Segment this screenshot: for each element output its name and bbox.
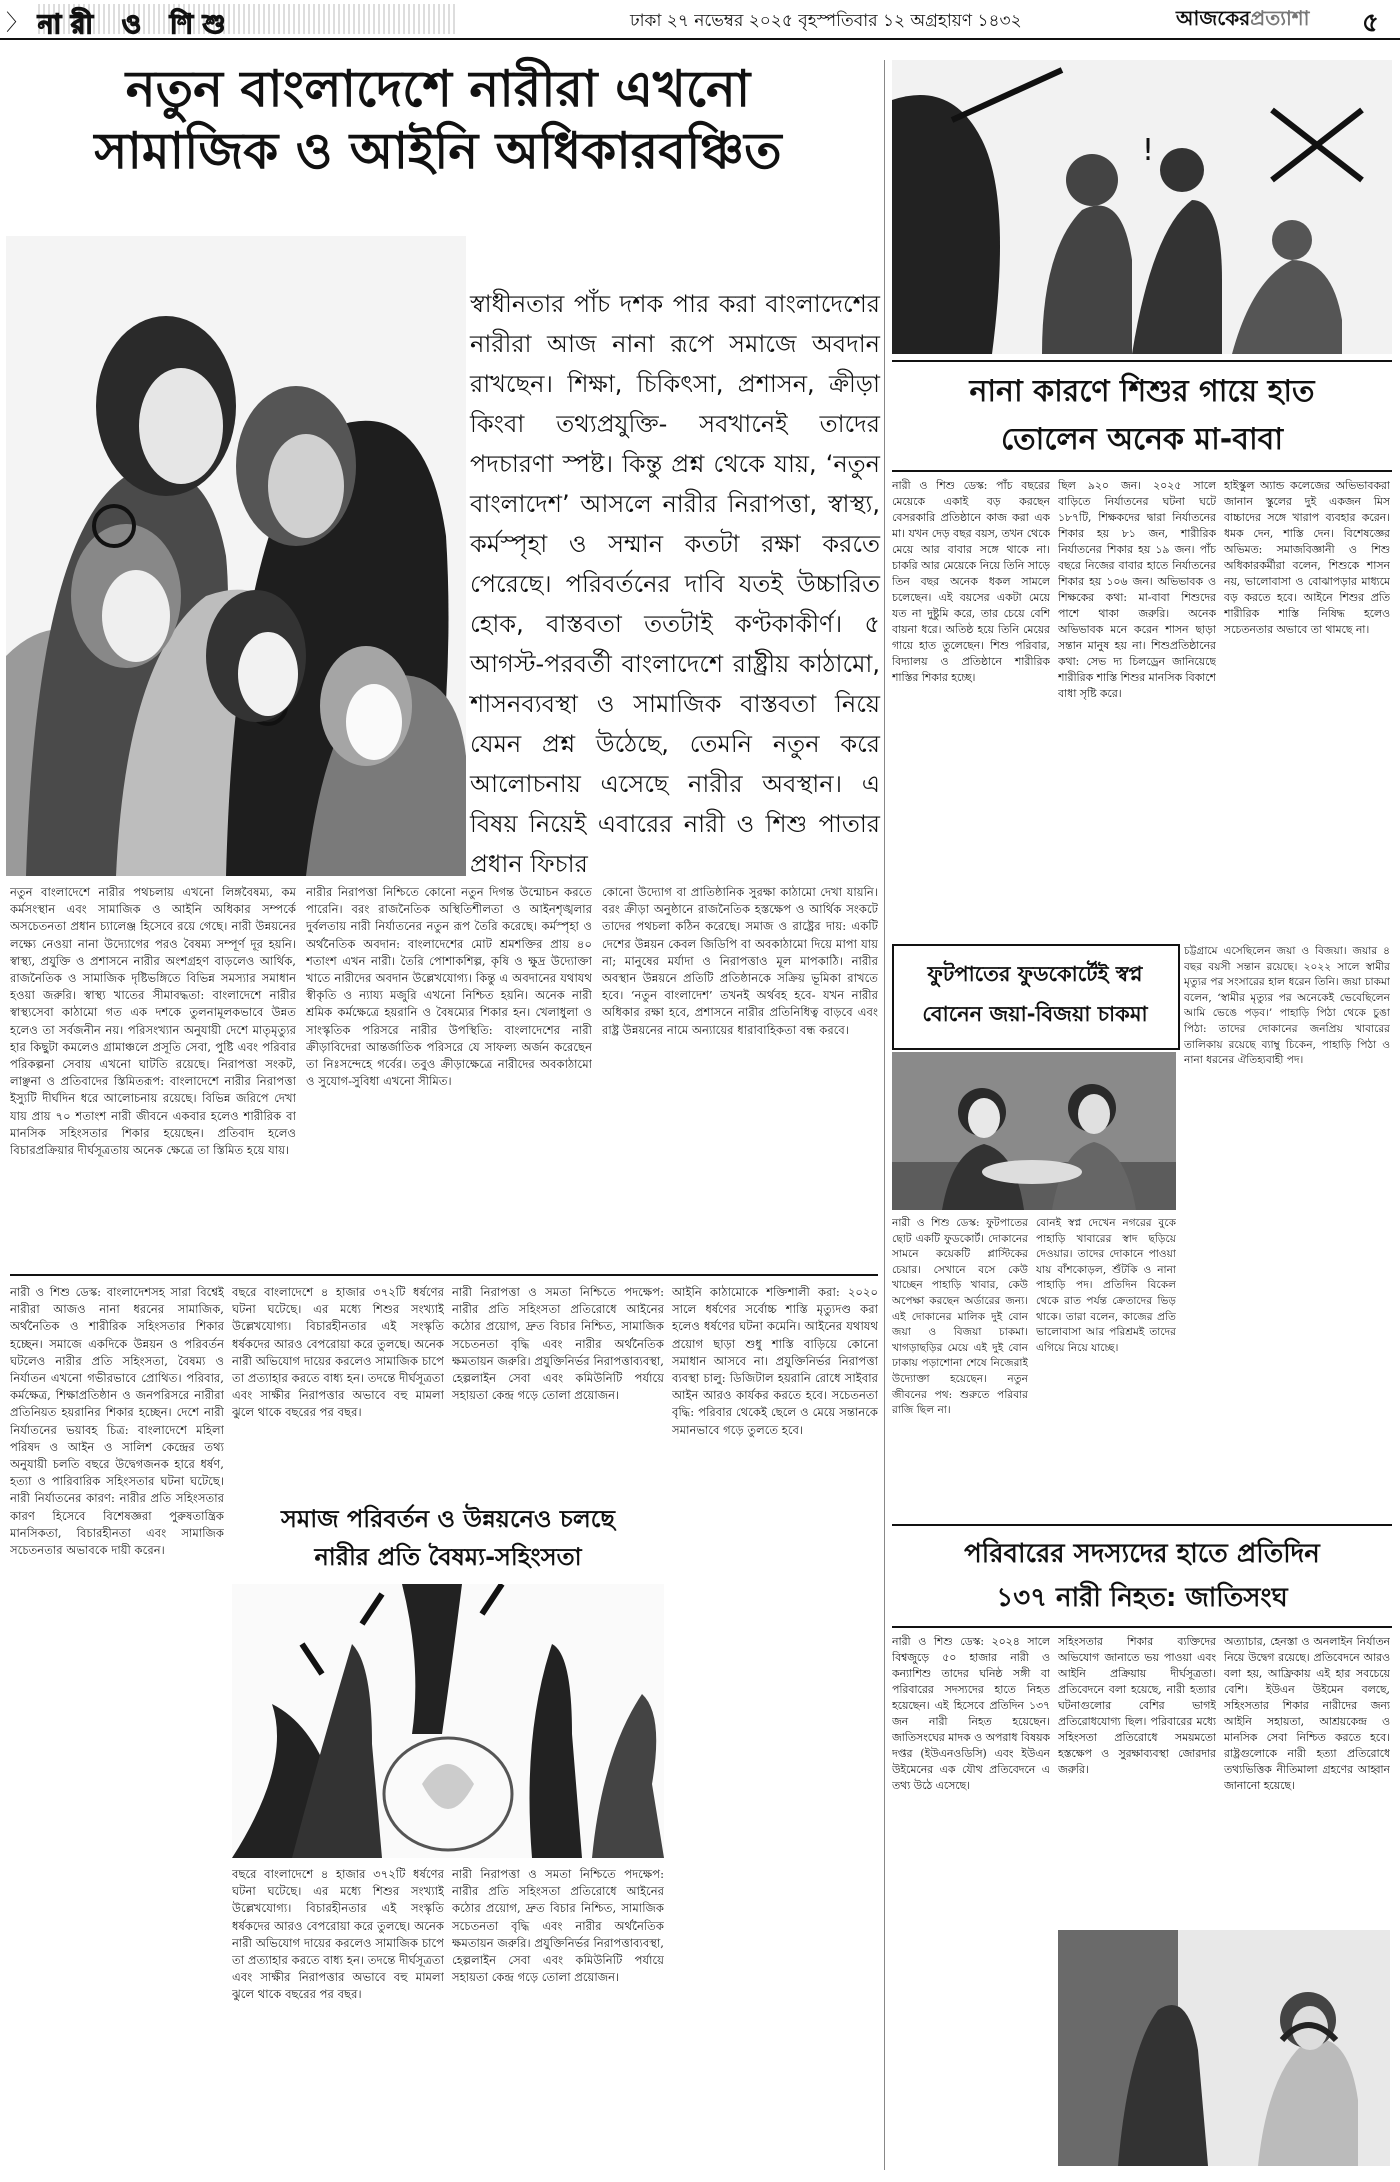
un-body-col2: সহিংসতার শিকার ব্যক্তিদের অভিযোগ জানাতে ভয় পাওয়া এবং আইনি প্রক্রিয়ায় দীর্ঘসূত্রতা। প্রতিবেদনে বলা হয়েছে, নারী হত্যার ঘটনাগুলোর বেশির ভাগই প্রতিরোধযোগ্য ছিল। পরিবারের মধ্যে সহিংসতা প্রতিরোধে সময়মতো হস্তক্ষেপ ও সুরক্ষাব্যবস্থা জোরদার জরুরি। <box>1058 1635 1216 1776</box>
lower-body-col3b: নারী নিরাপত্তা ও সমতা নিশ্চিতে পদক্ষেপ: নারীর প্রতি সহিংসতা প্রতিরোধে আইনের কঠোর প্রয়োগ, দ্রুত বিচার নিশ্চিত, সামাজিক সচেতনতা বৃদ্ধি এবং নারীর অর্থনৈতিক ক্ষমতায়ন জরুরি। প্রযুক্তিনির্ভর নিরাপত্তাব্যবস্থা, হেল্পলাইন সেবা এবং কমিউনিটি পর্যায়ে সহায়তা কেন্দ্র গড়ে তোলা প্রয়োজন। <box>452 1867 664 1985</box>
food-photo <box>892 1052 1176 1210</box>
hands-illustration <box>232 1584 664 1858</box>
child-body-col2: ছিল ৯২০ জন। ২০২৫ সালে বাড়িতে নির্যাতনের ঘটনা ঘটে ১৮৭টি, শিক্ষকদের দ্বারা নির্যাতনের শিকার হয় ৮১ জন, শারীরিক নির্যাতনের শিকার হয় ১৯ জন। পাঁচ বছরে নিজের বাবার হাতে নির্যাতনের শিকার হয় ১০৬ জন। অভিভাবক ও শিক্ষকের কথা: মা-বাবা শিশুদের পাশে থাকা জরুরি। অনেক অভিভাবক মনে করেন শাসন ছাড়া সন্তান মানুষ হয় না। শিশুপ্রতিষ্ঠানের কথা: সেভ দ্য চিলড্রেন জানিয়েছে শারীরিক শাস্তি শিশুর মানসিক বিকাশে বাধা সৃষ্টি করে। <box>1058 479 1216 700</box>
un-headline-line1: পরিবারের সদস্যদের হাতে প্রতিদিন <box>964 1539 1320 1569</box>
food-body-col1: নারী ও শিশু ডেস্ক: ফুটপাতের ছোট একটি ফুডকোর্ট। দোকানের সামনে কয়েকটি প্লাস্টিকের চেয়ার। সেখানে বসে কেউ খাচ্ছেন পাহাড়ি খাবার, কেউ অপেক্ষা করছেন অর্ডারের জন্য। এই দোকানের মালিক দুই বোন জয়া ও বিজয়া চাকমা। খাগড়াছড়ির মেয়ে এই দুই বোন ঢাকায় পড়াশোনা শেষে নিজেরাই উদ্যোক্তা হয়েছেন। নতুন জীবনের পথ: শুরুতে পরিবার রাজি ছিল না। <box>892 1217 1028 1417</box>
divider <box>10 1274 878 1276</box>
divider <box>892 1524 1392 1526</box>
divider <box>892 470 1392 472</box>
main-headline-line1: নতুন বাংলাদেশে নারীরা এখনো <box>125 60 751 118</box>
main-headline-line2: সামাজিক ও আইনি অধিকারবঞ্চিত <box>94 122 782 180</box>
child-body-col3: হাইস্কুল অ্যান্ড কলেজের অভিভাবকরা জানান স্কুলের দুই একজন মিস বাচ্চাদের সঙ্গে খারাপ ব্যবহার করেন। ধমক দেন, শাস্তি দেন। বিশেষজ্ঞের অভিমত: সমাজবিজ্ঞানী ও শিশু অধিকারকর্মীরা বলেন, শিশুকে শাসন নয়, ভালোবাসা ও বোঝাপড়ার মাধ্যমে বড় করতে হবে। আইনে শিশুর প্রতি শারীরিক শাস্তি নিষিদ্ধ হলেও সচেতনতার অভাবে তা থামছে না। <box>1224 479 1390 636</box>
main-intro: স্বাধীনতার পাঁচ দশক পার করা বাংলাদেশের নারীরা আজ নানা রূপে সমাজে অবদান রাখছেন। শিক্ষা, চিকিৎসা, প্রশাসন, ক্রীড়া কিংবা তথ্যপ্রযুক্তি- সবখানেই তাদের পদচারণা স্পষ্ট। কিন্তু প্রশ্ন থেকে যায়, ‘নতুন বাংলাদেশ’ আসলে নারীর নিরাপত্তা, স্বাস্থ্য, কর্মস্পৃহা ও সম্মান কতটা রক্ষা করতে পেরেছে। পরিবর্তনের দাবি যতই উচ্চারিত হোক, বাস্তবতা ততটাই কণ্টকাকীর্ণ। ৫ আগস্ট-পরবর্তী বাংলাদেশে রাষ্ট্রীয় কাঠামো, শাসনব্যবস্থা ও সামাজিক বাস্তবতা নিয়ে যেমন প্রশ্ন উঠেছে, তেমনি নতুন করে আলোচনায় এসেছে নারীর অবস্থান। এ বিষয় নিয়েই এবারের নারী ও শিশু পাতার প্রধান ফিচার <box>470 290 880 878</box>
divider <box>892 360 1392 362</box>
svg-text:!: ! <box>1142 133 1155 168</box>
un-headline-line2: ১৩৭ নারী নিহত: জাতিসংঘ <box>996 1583 1288 1613</box>
lower-body-col2b: বছরে বাংলাদেশে ৪ হাজার ৩৭২টি ধর্ষণের ঘটনা ঘটেছে। এর মধ্যে শিশুর সংখ্যাই উল্লেখযোগ্য। বিচারহীনতার এই সংস্কৃতি ধর্ষকদের আরও বেপরোয়া করে তুলছে। অনেক নারী অভিযোগ দায়ের করলেও সামাজিক চাপে তা প্রত্যাহার করতে বাধ্য হন। তদন্তে দীর্ঘসূত্রতা এবং সাক্ষীর নিরাপত্তার অভাবে বহু মামলা ঝুলে থাকে বছরের পর বছর। <box>232 1867 444 2002</box>
main-body-col2: নারীর নিরাপত্তা নিশ্চিতে কোনো নতুন দিগন্ত উন্মোচন করতে পারেনি। বরং রাজনৈতিক অস্থিতিশীলতা ও আইনশৃঙ্খলার দুর্বলতায় নারী নির্যাতনের নতুন রূপ তৈরি করেছে। কর্মস্পৃহা ও অর্থনৈতিক অবদান: বাংলাদেশের মোট শ্রমশক্তির প্রায় ৪০ শতাংশ এখন নারী। তৈরি পোশাকশিল্প, কৃষি ও ক্ষুদ্র উদ্যোক্তা খাতে নারীদের অবদান উল্লেখযোগ্য। কিন্তু এ অবদানের যথাযথ স্বীকৃতি ও ন্যায্য মজুরি এখনো নিশ্চিত হয়নি। অনেক নারী শ্রমিক কর্মক্ষেত্রে হয়রানি ও বৈষম্যের শিকার হন। খেলাধুলা ও সাংস্কৃতিক পরিসরে নারীর উপস্থিতি: বাংলাদেশের নারী ক্রীড়াবিদেরা আন্তর্জাতিক পরিসরে যে সাফল্য অর্জন করেছেন তা নিঃসন্দেহে গর্বের। তবুও ক্রীড়াক্ষেত্রে নারীদের অবকাঠামো ও সুযোগ-সুবিধা এখনো সীমিত। <box>306 885 592 1089</box>
food-headline-line1: ফুটপাতের ফুডকোর্টেই স্বপ্ন <box>927 962 1143 986</box>
sub-headline <box>232 1500 664 1576</box>
main-body-col1: নতুন বাংলাদেশে নারীর পথচলায় এখনো লিঙ্গবৈষম্য, কম কর্মসংস্থান এবং সামাজিক ও আইনি অধিকার সম্পর্কে অসচেতনতা প্রধান চ্যালেঞ্জ হিসেবে রয়ে গেছে। নারী উন্নয়নের লক্ষ্যে নেওয়া নানা উদ্যোগের পরও বৈষম্য সম্পূর্ণ দূর হয়নি। স্বাস্থ্য, প্রযুক্তি ও প্রশাসনে নারীর অংশগ্রহণ বাড়লেও আর্থিক, রাজনৈতিক ও সামাজিক দৃষ্টিভঙ্গিতে বিভিন্ন সমস্যার সমাধান হওয়া জরুরি। স্বাস্থ্য খাতের সীমাবদ্ধতা: বাংলাদেশে নারীর স্বাস্থ্যসেবা কাঠামো গত এক দশকে তুলনামূলকভাবে উন্নত হলেও তা সর্বজনীন নয়। পরিসংখ্যান অনুযায়ী দেশে মাতৃমৃত্যুর হার কিছুটা কমলেও গ্রামাঞ্চলে প্রসূতি সেবা, পুষ্টি এবং পরিবার পরিকল্পনা সেবায় এখনো ঘাটতি রয়েছে। নিরাপত্তা সংকট, লাঞ্ছনা ও প্রতিবাদের স্তিমিতরূপ: বাংলাদেশে নারীর নিরাপত্তা ইস্যুটি দীর্ঘদিন ধরে আলোচনায় রয়েছে। বিভিন্ন জরিপে দেখা যায় প্রায় ৭০ শতাংশ নারী জীবনে একবার হলেও শারীরিক বা মানসিক সহিংসতার শিকার হয়েছেন। প্রতিবাদ হলেও বিচারপ্রক্রিয়ার দীর্ঘসূত্রতায় অনেক ক্ষেত্রে তা স্তিমিত হয়ে যায়। <box>10 885 296 1158</box>
lower-body-col4: আইনি কাঠামোকে শক্তিশালী করা: ২০২০ সালে ধর্ষণের সর্বোচ্চ শাস্তি মৃত্যুদণ্ড করা হলেও ধর্ষণের ঘটনা কমেনি। আইনের যথাযথ প্রয়োগ ছাড়া শুধু শাস্তি বাড়িয়ে কোনো সমাধান আসবে না। প্রযুক্তিনির্ভর নিরাপত্তা ব্যবস্থা চালু: ডিজিটাল হয়রানি রোধে সাইবার আইন আরও কার্যকর করতে হবে। সচেতনতা বৃদ্ধি: পরিবার থেকেই ছেলে ও মেয়ে সন্তানকে সমানভাবে গড়ে তুলতে হবে। <box>672 1285 878 1437</box>
child-headline-line1: নানা কারণে শিশুর গায়ে হাত <box>969 374 1315 409</box>
un-body-col1: নারী ও শিশু ডেস্ক: ২০২৪ সালে বিশ্বজুড়ে ৫০ হাজার নারী ও কন্যাশিশু তাদের ঘনিষ্ঠ সঙ্গী বা পরিবারের সদস্যদের হাতে নিহত হয়েছেন। এই হিসেবে প্রতিদিন ১৩৭ জন নারী নিহত হয়েছেন। জাতিসংঘের মাদক ও অপরাধ বিষয়ক দপ্তর (ইউএনওডিসি) এবং ইউএন উইমেনের এক যৌথ প্রতিবেদনে এ তথ্য উঠে এসেছে। <box>892 1635 1050 1792</box>
main-headline <box>8 58 868 182</box>
main-body-col3: কোনো উদ্যোগ বা প্রাতিষ্ঠানিক সুরক্ষা কাঠামো দেখা যায়নি। বরং ক্রীড়া অনুষ্ঠানে রাজনৈতিক হস্তক্ষেপ ও আর্থিক সংকটে তাদের পথচলা কঠিন করেছে। সমাজ ও রাষ্ট্রের দায়: একটি দেশের উন্নয়ন কেবল জিডিপি বা অবকাঠামো দিয়ে মাপা যায় না; মানুষের মর্যাদা ও নিরাপত্তাও মূল মাপকাঠি। নারীর অবস্থান উন্নয়নে প্রতিটি প্রতিষ্ঠানকে সক্রিয় ভূমিকা রাখতে হবে। ‘নতুন বাংলাদেশ’ তখনই অর্থবহ হবে- যখন নারীর অধিকার রক্ষা হবে, প্রশাসনে নারীর প্রতিনিধিত্ব বাড়বে এবং রাষ্ট্র উন্নয়নের নামে অন্যায়ের ধারাবাহিকতা বন্ধ করবে। <box>602 885 878 1037</box>
food-body-col3: চট্টগ্রামে এসেছিলেন জয়া ও বিজয়া। জয়ার ৪ বছর বয়সী সন্তান রয়েছে। ২০২২ সালে স্বামীর মৃত্যুর পর সংসারের হাল ধরেন তিনি। জয়া চাকমা বলেন, ‘স্বামীর মৃত্যুর পর অনেকেই ভেবেছিলেন আমি ভেঙে পড়ব।’ পাহাড়ি পিঠা থেকে চুঙা পিঠা: তাদের দোকানের জনপ্রিয় খাবারের তালিকায় রয়েছে ব্যাম্বু চিকেন, পাহাড়ি পিঠা ও নানা ধরনের ঐতিহ্যবাহী পদ। <box>1184 945 1390 1067</box>
food-headline <box>896 954 1174 1034</box>
food-headline-line2: বোনেন জয়া-বিজয়া চাকমা <box>922 1002 1148 1026</box>
dateline: ঢাকা ২৭ নভেম্বর ২০২৫ বৃহস্পতিবার ১২ অগ্রহায়ণ ১৪৩২ <box>630 11 1022 31</box>
child-headline <box>892 368 1392 464</box>
newspaper-name: আজকেরপ্রত্যাশা <box>1176 6 1310 30</box>
child-body-col1: নারী ও শিশু ডেস্ক: পাঁচ বছরের মেয়েকে একাই বড় করছেন বেসরকারি প্রতিষ্ঠানে কাজ করা এক মা। যখন দেড় বছর বয়স, তখন থেকে মেয়ে আর বাবার সঙ্গে থাকে না। চাকরি আর মেয়েকে নিয়ে তিনি সাড়ে তিন বছর অনেক ধকল সামলে চলেছেন। এই বয়সের একটা মেয়ে যত না দুষ্টুমি করে, তার চেয়ে বেশি বায়না ধরে। অতিষ্ঠ হয়ে তিনি মেয়ের গায়ে হাত তুলেছেন। শিশু পরিবার, বিদ্যালয় ও প্রতিষ্ঠানে শারীরিক শাস্তির শিকার হচ্ছে। <box>892 479 1050 684</box>
divider <box>892 1626 1392 1628</box>
sub-headline-line1: সমাজ পরিবর্তন ও উন্নয়নেও চলছে <box>281 1505 615 1533</box>
child-abuse-illustration <box>892 60 1392 354</box>
lower-body-col3: নারী নিরাপত্তা ও সমতা নিশ্চিতে পদক্ষেপ: নারীর প্রতি সহিংসতা প্রতিরোধে আইনের কঠোর প্রয়োগ, দ্রুত বিচার নিশ্চিত, সামাজিক সচেতনতা বৃদ্ধি এবং নারীর অর্থনৈতিক ক্ষমতায়ন জরুরি। প্রযুক্তিনির্ভর নিরাপত্তাব্যবস্থা, হেল্পলাইন সেবা এবং কমিউনিটি পর্যায়ে সহায়তা কেন্দ্র গড়ে তোলা প্রয়োজন। <box>452 1285 664 1403</box>
sub-headline-line2: নারীর প্রতি বৈষম্য-সহিংসতা <box>314 1543 582 1571</box>
un-body-col3: অত্যাচার, হেনস্তা ও অনলাইন নির্যাতন নিয়ে উদ্বেগ রয়েছে। প্রতিবেদনে আরও বলা হয়, আফ্রিকায় এই হার সবচেয়ে বেশি। ইউএন উইমেন বলছে, সহিংসতার শিকার নারীদের জন্য আইনি সহায়তা, আশ্রয়কেন্দ্র ও মানসিক সেবা নিশ্চিত করতে হবে। রাষ্ট্রগুলোকে নারী হত্যা প্রতিরোধে তথ্যভিত্তিক নীতিমালা গ্রহণের আহ্বান জানানো হয়েছে। <box>1224 1635 1390 1792</box>
lower-body-col2: বছরে বাংলাদেশে ৪ হাজার ৩৭২টি ধর্ষণের ঘটনা ঘটেছে। এর মধ্যে শিশুর সংখ্যাই উল্লেখযোগ্য। বিচারহীনতার এই সংস্কৃতি ধর্ষকদের আরও বেপরোয়া করে তুলছে। অনেক নারী অভিযোগ দায়ের করলেও সামাজিক চাপে তা প্রত্যাহার করতে বাধ্য হন। তদন্তে দীর্ঘসূত্রতা এবং সাক্ষীর নিরাপত্তার অভাবে বহু মামলা ঝুলে থাকে বছরের পর বছর। <box>232 1285 444 1420</box>
un-headline <box>892 1532 1392 1620</box>
column-divider <box>884 60 885 2170</box>
section-title: নারী ও শিশু <box>38 4 458 34</box>
distressed-woman-photo <box>1058 1930 1390 2166</box>
arrow-right-icon: 〉 <box>6 11 29 36</box>
lower-body-col1: নারী ও শিশু ডেস্ক: বাংলাদেশসহ সারা বিশ্বেই নারীরা আজও নানা ধরনের সামাজিক, অর্থনৈতিক ও শারীরিক সহিংসতার শিকার হচ্ছেন। সমাজে একদিকে উন্নয়ন ও পরিবর্তন ঘটলেও নারীর প্রতি সহিংসতা, বৈষম্য ও নির্যাতন এখনো গভীরভাবে প্রোথিত। পরিবার, কর্মক্ষেত্র, শিক্ষাপ্রতিষ্ঠান ও জনপরিসরে নারীরা প্রতিনিয়ত হয়রানির শিকার হচ্ছেন। দেশে নারী নির্যাতনের ভয়াবহ চিত্র: বাংলাদেশে মহিলা পরিষদ ও আইন ও সালিশ কেন্দ্রের তথ্য অনুযায়ী চলতি বছরে উদ্বেগজনক হারে ধর্ষণ, হত্যা ও পারিবারিক সহিংসতার ঘটনা ঘটেছে। নারী নির্যাতনের কারণ: নারীর প্রতি সহিংসতার কারণ হিসেবে বিশেষজ্ঞরা পুরুষতান্ত্রিক মানসিকতা, বিচারহীনতা এবং সামাজিক সচেতনতার অভাবকে দায়ী করেন। <box>10 1285 224 1558</box>
women-illustration <box>6 236 466 876</box>
food-body-col2: বোনই স্বপ্ন দেখেন নগরের বুকে পাহাড়ি খাবারের স্বাদ ছড়িয়ে দেওয়ার। তাদের দোকানে পাওয়া যায় বাঁশকোড়ল, শুঁটকি ও নানা পাহাড়ি পদ। প্রতিদিন বিকেল থেকে রাত পর্যন্ত ক্রেতাদের ভিড় থাকে। তারা বলেন, কাজের প্রতি ভালোবাসা আর পরিশ্রমই তাদের এগিয়ে নিয়ে যাচ্ছে। <box>1036 1217 1176 1354</box>
child-headline-line2: তোলেন অনেক মা-বাবা <box>1000 422 1284 457</box>
page-number: ৫ <box>1362 8 1379 38</box>
